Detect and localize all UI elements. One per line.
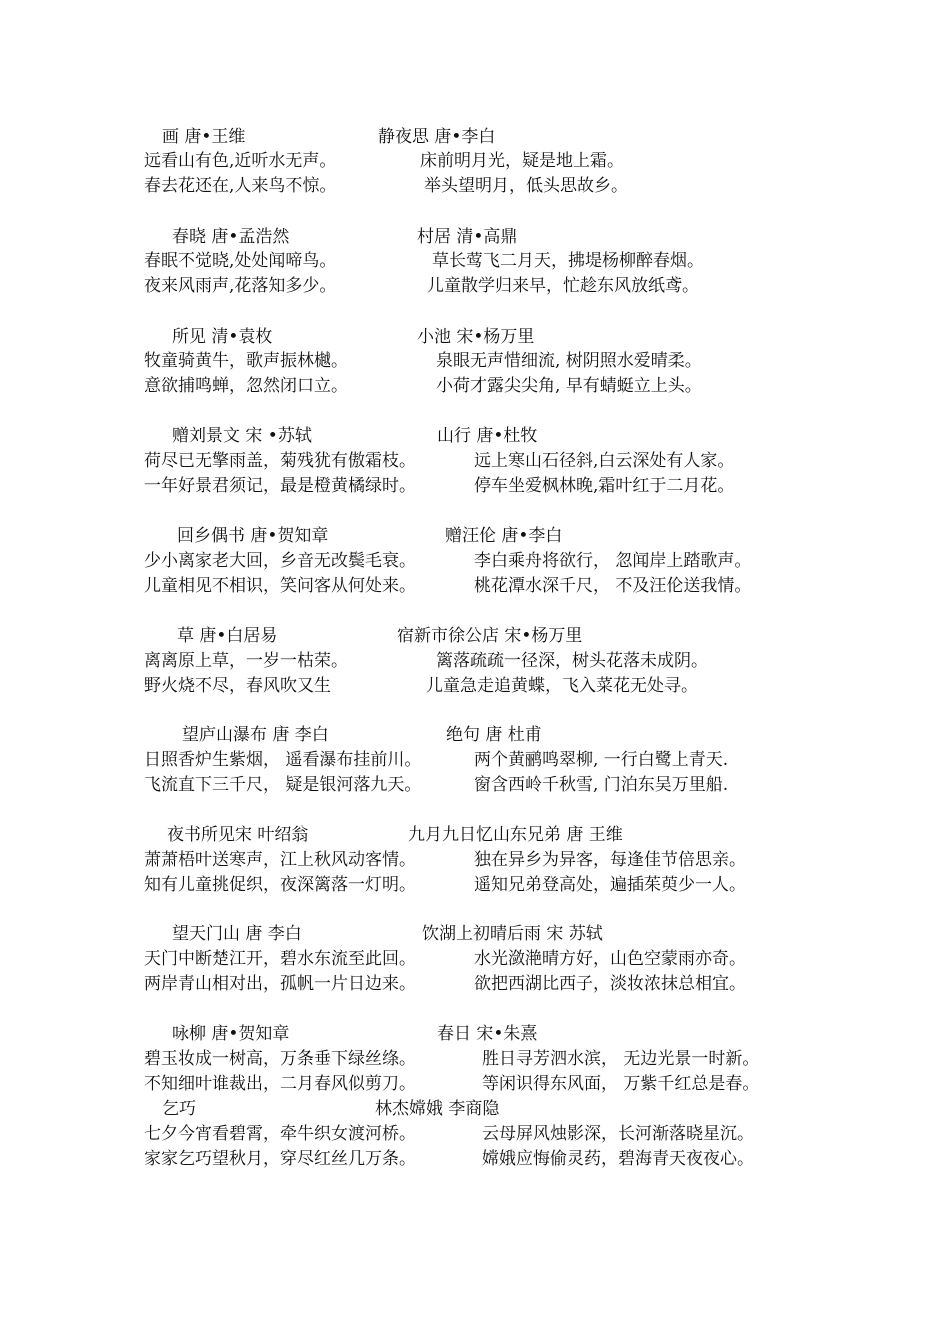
poem-line: 飞流直下三千尺， 疑是银河落九天。 [144,775,422,795]
poem-line: 小荷才露尖尖角, 早有蜻蜓立上头。 [436,376,702,396]
poem-title: 夜书所见宋 叶绍翁 [167,825,309,845]
poem-title: 绝句 唐 杜甫 [446,725,542,745]
poem-line: 篱落疏疏一径深，树头花落未成阴。 [436,651,708,671]
poem-title: 春晓 唐•孟浩然 [172,227,290,247]
poem-title: 山行 唐•杜牧 [437,426,538,446]
poem-title: 饮湖上初晴后雨 宋 苏轼 [422,924,603,944]
poem-line: 儿童散学归来早，忙趁东风放纸鸢。 [427,276,699,296]
poem-title: 回乡偶书 唐•贺知章 [177,526,329,546]
poem-line: 远看山有色,近听水无声。 [144,151,337,171]
poem-line: 桃花潭水深千尺， 不及汪伦送我情。 [474,576,752,596]
poem-line: 春去花还在,人来鸟不惊。 [144,176,337,196]
poem-title: 乞巧 [162,1099,196,1119]
poem-line: 夜来风雨声,花落知多少。 [144,276,337,296]
poem-title: 村居 清•高鼎 [417,227,518,247]
poem-line: 天门中断楚江开，碧水东流至此回。 [144,949,416,969]
poem-title: 望庐山瀑布 唐 李白 [182,725,329,745]
poem-line: 床前明月光，疑是地上霜。 [420,151,624,171]
poem-line: 不知细叶谁裁出，二月春风似剪刀。 [144,1074,416,1094]
poem-line: 水光潋滟晴方好，山色空蒙雨亦奇。 [474,949,746,969]
poem-title: 望天门山 唐 李白 [172,924,302,944]
poem-title: 九月九日忆山东兄弟 唐 王维 [408,825,623,845]
poem-line: 两个黄鹂鸣翠柳, 一行白鹭上青天. [474,750,729,770]
poem-title: 画 唐•王维 [162,127,246,147]
poem-title: 赠汪伦 唐•李白 [445,526,563,546]
poem-line: 草长莺飞二月天，拂堤杨柳醉春烟。 [432,251,704,271]
poem-line: 远上寒山石径斜,白云深处有人家。 [474,451,735,471]
poem-title: 宿新市徐公店 宋•杨万里 [397,626,583,646]
poem-title: 所见 清•袁枚 [172,327,273,347]
poem-line: 遥知兄弟登高处，遍插茱萸少一人。 [474,875,746,895]
poem-line: 云母屏风烛影深，长河渐落晓星沉。 [482,1124,754,1144]
poem-line: 李白乘舟将欲行， 忽闻岸上踏歌声。 [474,551,752,571]
poem-line: 欲把西湖比西子，淡妆浓抹总相宜。 [474,974,746,994]
poem-title: 小池 宋•杨万里 [417,327,535,347]
poem-line: 知有儿童挑促织，夜深篱落一灯明。 [144,875,416,895]
poem-line: 泉眼无声惜细流, 树阴照水爱晴柔。 [436,351,702,371]
poem-title: 赠刘景文 宋 •苏轼 [172,426,312,446]
poem-title: 咏柳 唐•贺知章 [172,1024,290,1044]
poem-line: 荷尽已无擎雨盖，菊残犹有傲霜枝。 [144,451,416,471]
poem-line: 春眠不觉晓,处处闻啼鸟。 [144,251,337,271]
poem-line: 停车坐爱枫林晚,霜叶红于二月花。 [474,476,735,496]
poem-line: 儿童急走追黄蝶，飞入菜花无处寻。 [426,676,698,696]
poem-title: 静夜思 唐•李白 [378,127,496,147]
poem-line: 举头望明月，低头思故乡。 [424,176,628,196]
poem-line: 儿童相见不相识，笑问客从何处来。 [144,576,416,596]
poem-title: 春日 宋•朱熹 [437,1024,538,1044]
poem-line: 两岸青山相对出，孤帆一片日边来。 [144,974,416,994]
poem-line: 萧萧梧叶送寒声，江上秋风动客情。 [144,850,416,870]
poem-line: 野火烧不尽，春风吹又生 [144,676,331,696]
poem-line: 嫦娥应悔偷灵药，碧海青天夜夜心。 [482,1149,754,1169]
poem-line: 等闲识得东风面， 万紫千红总是春。 [482,1074,760,1094]
poem-line: 碧玉妆成一树高，万条垂下绿丝绦。 [144,1049,416,1069]
poem-line: 意欲捕鸣蝉，忽然闭口立。 [144,376,348,396]
poem-title: 林杰嫦娥 李商隐 [375,1099,500,1119]
poem-line: 一年好景君须记，最是橙黄橘绿时。 [144,476,416,496]
poem-line: 独在异乡为异客，每逢佳节倍思亲。 [474,850,746,870]
poem-line: 离离原上草，一岁一枯荣。 [144,651,348,671]
poem-line: 窗含西岭千秋雪, 门泊东吴万里船. [474,775,729,795]
poem-line: 少小离家老大回，乡音无改鬓毛衰。 [144,551,416,571]
poem-line: 胜日寻芳泗水滨， 无边光景一时新。 [482,1049,760,1069]
poem-line: 日照香炉生紫烟， 遥看瀑布挂前川。 [144,750,422,770]
poem-line: 家家乞巧望秋月，穿尽红丝几万条。 [144,1149,416,1169]
poem-line: 牧童骑黄牛，歌声振林樾。 [144,351,348,371]
poem-title: 草 唐•白居易 [177,626,278,646]
poem-line: 七夕今宵看碧霄，牵牛织女渡河桥。 [144,1124,416,1144]
